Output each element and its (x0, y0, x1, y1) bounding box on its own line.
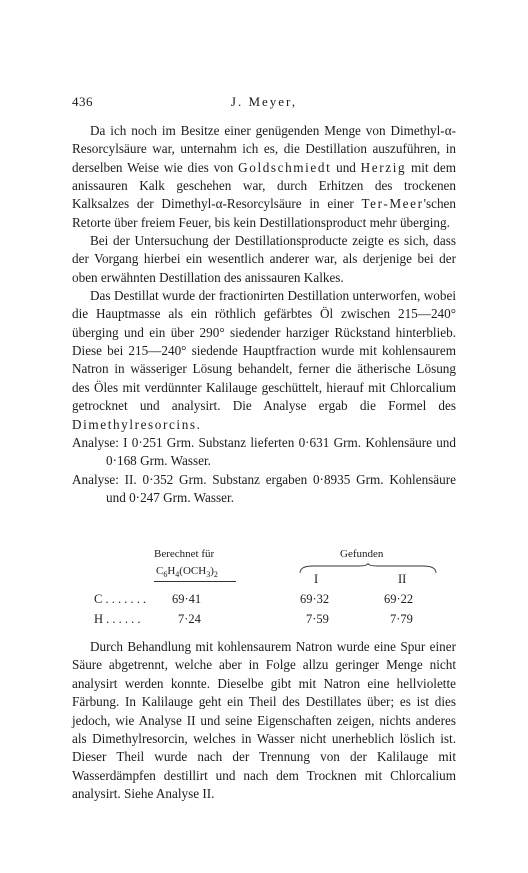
formula-rule (154, 581, 236, 582)
page-number: 436 (72, 94, 93, 109)
formula: $C_6H_4(OCH_3)_2$ (156, 565, 218, 580)
analysis-line: Analyse: I 0·251 Grm. Substanz lieferten 0·631 Grm. Kohlensäure und 0·168 Grm. Wasser. (72, 434, 456, 469)
author-name: Herzig (360, 159, 407, 175)
paragraph-4: Durch Behandlung mit kohlensaurem Natron wurde eine Spur einer Säure abgetrennt, welche aber in Folge allzu geringer Menge nicht analysirt werden konnte. Dieselbe gibt mit Natron eine hellviolette Färbung. In Kalilauge geht ein Theil des Destillates über; es ist dies jedoch, wie Analyse II und seine Eigenschaften zeigen, nichts anderes als Dimethylresorcin, welches in Wasser nicht unerheblich löslich ist. Dieser Theil wurde nach der Trennung von der Kalilauge mit Wasserdämpfen destillirt und nach dem Trocknen mit Chlorcalium analysirt. Siehe Analyse II. (72, 639, 456, 802)
paragraph-2: Bei der Untersuchung der Destillationsproducte zeigte es sich, dass der Vorgang hierbei ein wesentlich anderer war, als derjenige bei der oben erwähnten Destillation des anissauren Kalkes. (72, 233, 456, 285)
calc-header: Berechnet für (154, 548, 215, 560)
paragraph-3: Das Destillat wurde der fractionirten Destillation unterworfen, wobei die Hauptmasse als ein röthlich gefärbtes Öl zwischen 215—240° überging und ein über 290° siedender harziger Rückstand hinterblieb. Diese bei 215—240° siedende Hauptfraction wurde mit kohlensaurem Natron in wässeriger Lösung behandelt, ferner die ätherische Lösung des Öles mit verdünnter Kalilauge geschüttelt, hierauf mit Chlorcalium getrocknet und analysirt. Die Analyse ergab die Formel des Dimethylresorcins. (72, 288, 456, 432)
author-name: Goldschmiedt (238, 159, 332, 175)
closing-text (72, 638, 456, 804)
calc-value: 69·41 (172, 592, 202, 606)
found-brace (298, 563, 438, 575)
main-text (72, 122, 456, 507)
found-value: 7·59 (306, 612, 329, 626)
author-name: Ter-Meer (361, 196, 424, 212)
calc-value: 7·24 (178, 612, 201, 626)
row-label: H . . . . . . (94, 612, 141, 626)
row-label: C . . . . . . . (94, 592, 147, 606)
running-head: J. Meyer, (230, 94, 298, 109)
page-header (72, 94, 456, 112)
found-value: 69·32 (300, 592, 330, 606)
paragraph-1: Da ich noch im Besitze einer genügenden Menge von Dimethyl-α-Resorcylsäure war, unternahm ich es, die Destillation auszuführen, in derselben Weise wie dies von Goldschmiedt und Herzig mit dem anissauren Kalk geschehen war, durch Erhitzen des trockenen Kalksalzes der Dimethyl-α-Resorcylsäure in einer Ter-Meer'schen Retorte über freiem Feuer, bis kein Destillationsproduct mehr überging. (72, 123, 457, 230)
analysis-line: Analyse: II. 0·352 Grm. Substanz ergaben 0·8935 Grm. Kohlensäure und 0·247 Grm. Wasser. (72, 471, 456, 505)
compound-name: Dimethylresorcins. (72, 416, 202, 432)
column-header-i: I (314, 572, 319, 586)
found-value: 7·79 (390, 612, 413, 626)
found-value: 69·22 (384, 592, 414, 606)
analysis-table (72, 548, 456, 630)
found-header: Gefunden (340, 548, 384, 560)
column-header-ii: II (398, 572, 407, 586)
